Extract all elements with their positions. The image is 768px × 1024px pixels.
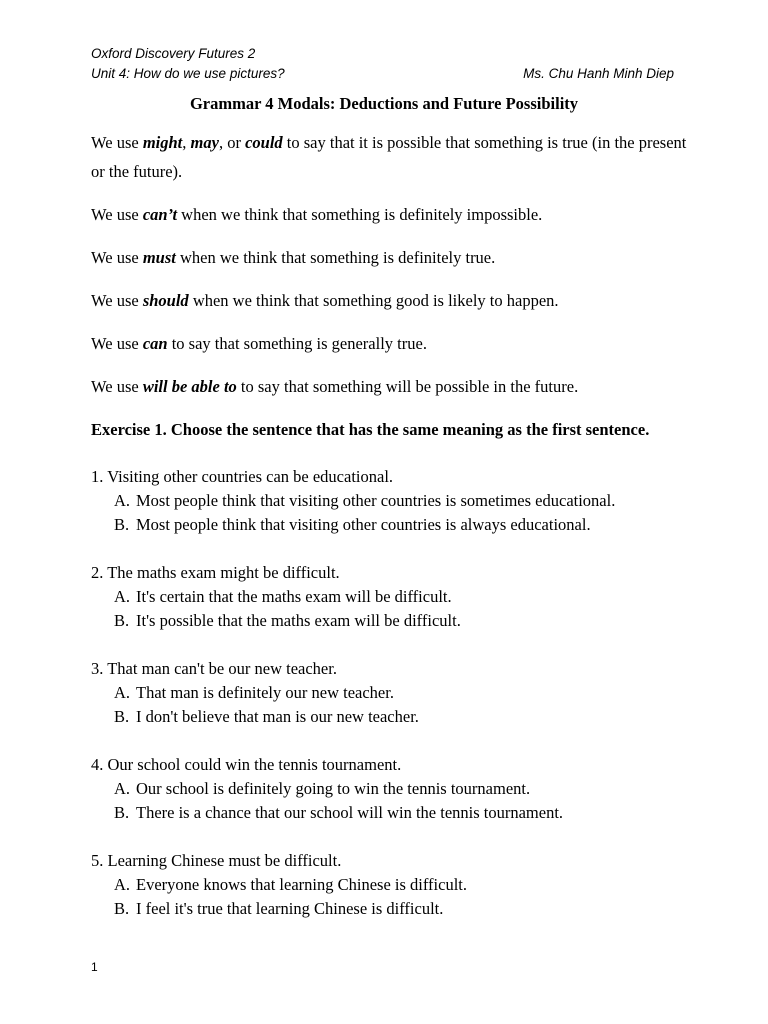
option-letter: A. [114,491,131,510]
rule-modal: could [245,133,283,152]
option-letter: B. [114,707,130,726]
page-title: Grammar 4 Modals: Deductions and Future Possibility [189,94,579,113]
rule-text: We use [91,205,143,224]
option-text: It's certain that the maths exam will be difficult. [136,587,452,606]
header-unit-title: Unit 4: How do we use pictures? [91,66,285,81]
option-letter: A. [114,587,131,606]
rule-will-be-able-to [91,372,691,401]
rule-text: when we think that something is definitely true. [175,248,496,267]
answer-option-b[interactable] [114,801,563,825]
rule-modal: might [142,133,183,152]
answer-option-b[interactable] [114,705,419,729]
rule-text: We use [91,248,143,267]
option-text: There is a chance that our school will win the tennis tournament. [136,803,564,822]
option-text: Our school is definitely going to win the tennis tournament. [136,779,531,798]
option-text: I feel it's true that learning Chinese is difficult. [136,899,444,918]
rule-might-may-could [91,128,691,186]
option-letter: B. [114,515,130,534]
question-text: 1. Visiting other countries can be educational. [91,467,394,486]
rule-modal: can’t [142,205,178,224]
exercise-heading: Exercise 1. Choose the sentence that has the same meaning as the first sentence. [91,420,650,439]
rule-modal: can [142,334,168,353]
answer-option-b[interactable] [114,513,591,537]
rule-text: to say that something will be possible in the future. [236,377,579,396]
answer-option-b[interactable] [114,897,443,921]
rule-should [91,286,691,315]
option-letter: B. [114,899,130,918]
answer-option-a[interactable] [114,873,467,897]
rule-modal: may [190,133,219,152]
page-number: 1 [91,960,98,974]
answer-option-a[interactable] [114,585,452,609]
rule-modal: will be able to [142,377,237,396]
answer-option-b[interactable] [114,609,461,633]
option-text: I don't believe that man is our new teacher. [136,707,419,726]
rule-text: , or [218,133,246,152]
question-text: 5. Learning Chinese must be difficult. [91,851,342,870]
option-text: That man is definitely our new teacher. [136,683,394,702]
rule-text: to say that something is generally true. [167,334,427,353]
rule-text: We use [91,334,143,353]
option-letter: A. [114,875,131,894]
answer-option-a[interactable] [114,489,615,513]
answer-option-a[interactable] [114,681,394,705]
rule-must [91,243,691,272]
rule-text: We use [91,377,143,396]
question-text: 2. The maths exam might be difficult. [91,563,340,582]
rule-text: to say that it is possible that something is true (in the present or the future). [91,133,687,181]
rule-text: when we think that something good is likely to happen. [188,291,559,310]
rule-modal: must [142,248,176,267]
question-text: 3. That man can't be our new teacher. [91,659,337,678]
option-text: It's possible that the maths exam will be difficult. [136,611,461,630]
question-text: 4. Our school could win the tennis tournament. [91,755,402,774]
option-text: Everyone knows that learning Chinese is difficult. [136,875,467,894]
header-book-title: Oxford Discovery Futures 2 [91,46,256,61]
rule-can [91,329,691,358]
option-letter: A. [114,779,131,798]
answer-option-a[interactable] [114,777,530,801]
option-letter: A. [114,683,131,702]
header-teacher-name: Ms. Chu Hanh Minh Diep [523,66,674,81]
rule-cant [91,200,691,229]
option-text: Most people think that visiting other countries is always educational. [136,515,591,534]
rule-text: when we think that something is definitely impossible. [177,205,543,224]
rule-modal: should [142,291,189,310]
option-letter: B. [114,611,130,630]
rule-text: We use [91,291,143,310]
option-letter: B. [114,803,130,822]
option-text: Most people think that visiting other countries is sometimes educational. [136,491,616,510]
rule-text: , [182,133,191,152]
rule-text: We use [91,133,143,152]
